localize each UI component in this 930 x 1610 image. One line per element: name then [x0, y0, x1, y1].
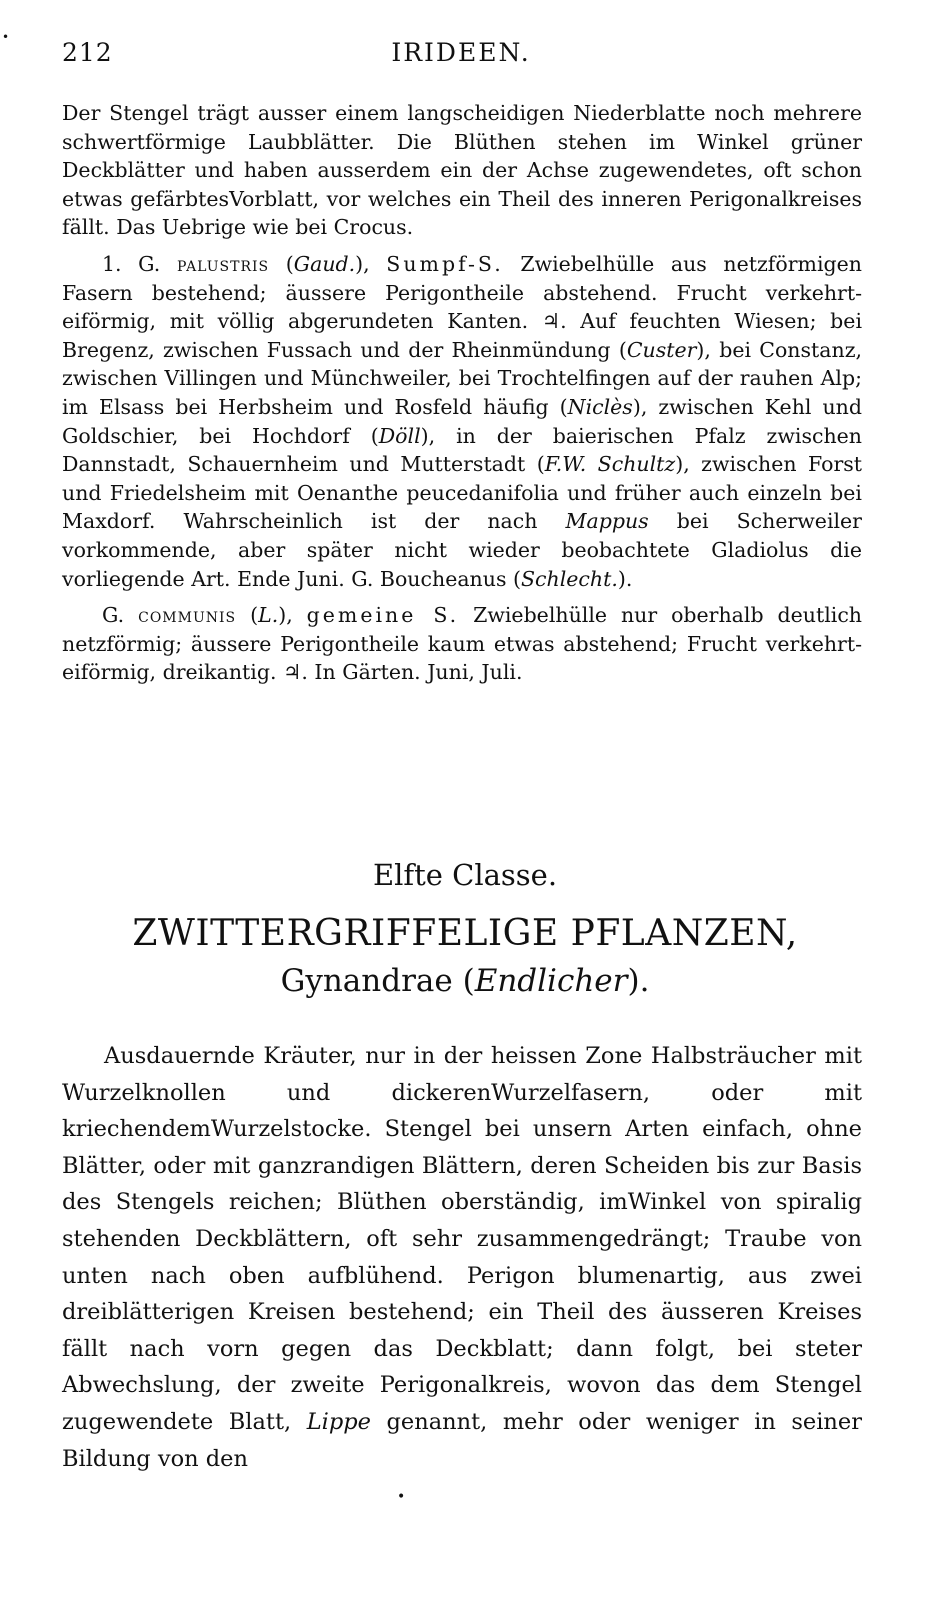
species-communis: G. communis (L.), gemeine S. Zwiebelhülle nur oberhalb deutlich netzförmig; äussere Perigontheile kaum etwas abstehend; Frucht verkehrt-eiförmig, dreikantig. ♃. In Gärten. Juni, Juli.: [62, 603, 863, 685]
reference: Niclès: [567, 394, 633, 419]
reference: F.W. Schultz: [544, 452, 676, 477]
reference: Mappus: [565, 509, 649, 534]
reference: Döll: [378, 423, 421, 448]
species-palustris: 1. G. palustris (Gaud.), Sumpf-S. Zwiebelhülle aus netzförmigen Fasern bestehend; äussere Perigontheile abstehend. Frucht verkehrt-eiförmig, mit völlig abgerundeten Kanten. ♃. Auf feuchten Wiesen; bei Bregenz, zwischen Fussach und der Rheinmündung (Custer), bei Constanz, zwischen Villingen und Münchweiler, bei Trochtelfingen auf der rauhen Alp; im Elsass bei Herbsheim und Rosfeld häufig (Niclès), zwischen Kehl und Goldschier, bei Hochdorf (Döll), in der baierischen Pfalz zwischen Dannstadt, Schauernheim und Mutterstadt (F.W. Schultz), zwischen Forst und Friedelsheim mit Oenanthe peucedanifolia und früher auch einzeln bei Maxdorf. Wahrscheinlich ist der nach Mappus bei Scherweiler vorkommende, aber später nicht wieder beobachtete Gladiolus die vorliegende Art. Ende Juni. G. Boucheanus (Schlecht.).: [62, 251, 863, 591]
class-description: [62, 1038, 862, 1477]
bottom-bullet: •: [397, 1489, 406, 1505]
reference: Custer: [626, 337, 697, 362]
genus-section: [62, 99, 862, 687]
species-authority: L.: [258, 603, 279, 628]
page-header: [62, 38, 860, 78]
lippe-term: Lippe: [306, 1408, 371, 1435]
section-subtitle: Gynandrae (Endlicher).: [280, 963, 650, 999]
species-authority: Gaud.: [293, 251, 356, 276]
description-paragraph: Ausdauernde Kräuter, nur in der heissen Zone Halbsträucher mit Wurzelknollen und dickerenWurzelfasern, oder mit kriechendemWurzelstocke. Stengel bei unsern Arten einfach, ohne Blätter, oder mit ganzrandigen Blättern, deren Scheiden bis zur Basis des Stengels reichen; Blüthen oberständig, imWinkel von spiralig stehenden Deckblättern, oft sehr zusammengedrängt; Traube von unten nach oben aufblühend. Perigon blumenartig, aus zwei dreiblätterigen Kreisen bestehend; ein Theil des äusseren Kreises fällt nach vorn gegen das Deckblatt; dann folgt, bei steter Abwechslung, der zweite Perigonalkreis, wovon das dem Stengel zugewendete Blatt, Lippe genannt, mehr oder weniger in seiner Bildung von den: [62, 1043, 862, 1472]
section-title: ZWITTERGRIFFELIGE PFLANZEN,: [132, 913, 798, 954]
margin-mark: •: [2, 30, 10, 44]
reference: Schlecht.: [521, 566, 618, 591]
running-title: IRIDEEN.: [391, 38, 531, 67]
common-name: gemeine S.: [306, 603, 460, 628]
species-number: 1. G.: [102, 251, 161, 276]
species-name: palustris: [176, 251, 270, 276]
page-number: 212: [62, 38, 113, 67]
class-heading: Elfte Classe.: [372, 858, 558, 892]
common-name: Sumpf-S.: [386, 251, 504, 276]
genus-intro: Der Stengel trägt ausser einem langscheidigen Niederblatte noch mehrere schwertförmige Laubblätter. Die Blüthen stehen im Winkel grüner Deckblätter und haben ausserdem ein der Achse zugewendetes, oft schon etwas gefärbtesVorblatt, vor welches ein Theil des inneren Perigonalkreises fällt. Das Uebrige wie bei Crocus.: [62, 101, 862, 240]
subtitle-author: Endlicher: [474, 963, 628, 999]
species-number: G.: [102, 603, 125, 628]
species-name: communis: [138, 603, 237, 628]
